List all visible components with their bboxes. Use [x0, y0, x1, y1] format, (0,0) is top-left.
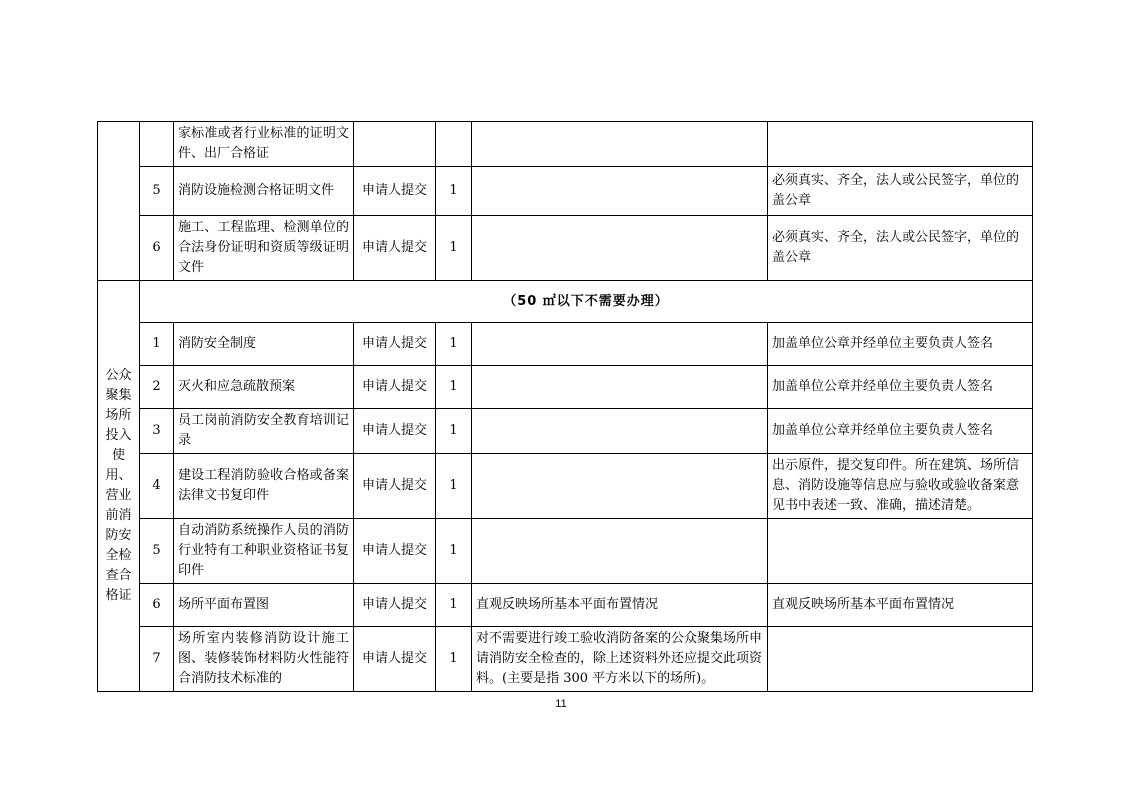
table-row	[98, 627, 1033, 692]
count-cell: 1	[436, 519, 472, 584]
requirement-cell	[768, 627, 1033, 692]
count-cell: 1	[436, 167, 472, 216]
table-row	[98, 323, 1033, 366]
item-cell: 员工岗前消防安全教育培训记录	[174, 409, 354, 454]
section-banner: （50 ㎡以下不需要办理）	[140, 281, 1033, 323]
remark-cell	[472, 216, 768, 281]
submit-cell: 申请人提交	[354, 366, 436, 409]
requirement-cell	[768, 519, 1033, 584]
count-cell: 1	[436, 454, 472, 519]
section-cell-empty	[98, 122, 140, 281]
num-cell	[140, 122, 174, 167]
remark-cell	[472, 454, 768, 519]
requirement-cell	[768, 122, 1033, 167]
table-row	[98, 216, 1033, 281]
table-row	[98, 409, 1033, 454]
count-cell: 1	[436, 323, 472, 366]
remark-cell	[472, 409, 768, 454]
requirement-cell: 加盖单位公章并经单位主要负责人签名	[768, 323, 1033, 366]
submit-cell: 申请人提交	[354, 216, 436, 281]
item-cell: 施工、工程监理、检测单位的合法身份证明和资质等级证明文件	[174, 216, 354, 281]
requirement-cell: 加盖单位公章并经单位主要负责人签名	[768, 366, 1033, 409]
submit-cell: 申请人提交	[354, 584, 436, 627]
requirement-cell: 直观反映场所基本平面布置情况	[768, 584, 1033, 627]
requirement-cell: 加盖单位公章并经单位主要负责人签名	[768, 409, 1033, 454]
remark-cell: 直观反映场所基本平面布置情况	[472, 584, 768, 627]
remark-cell	[472, 519, 768, 584]
num-cell: 3	[140, 409, 174, 454]
submit-cell	[354, 122, 436, 167]
count-cell: 1	[436, 584, 472, 627]
item-cell: 自动消防系统操作人员的消防行业特有工种职业资格证书复印件	[174, 519, 354, 584]
requirement-cell: 必须真实、齐全，法人或公民签字，单位的盖公章	[768, 167, 1033, 216]
count-cell: 1	[436, 216, 472, 281]
item-cell: 场所平面布置图	[174, 584, 354, 627]
num-cell: 1	[140, 323, 174, 366]
item-cell: 消防安全制度	[174, 323, 354, 366]
count-cell	[436, 122, 472, 167]
count-cell: 1	[436, 627, 472, 692]
requirement-cell: 必须真实、齐全，法人或公民签字，单位的盖公章	[768, 216, 1033, 281]
submit-cell: 申请人提交	[354, 409, 436, 454]
table-row	[98, 584, 1033, 627]
submit-cell: 申请人提交	[354, 323, 436, 366]
num-cell: 7	[140, 627, 174, 692]
remark-cell	[472, 167, 768, 216]
num-cell: 4	[140, 454, 174, 519]
remark-cell	[472, 366, 768, 409]
count-cell: 1	[436, 409, 472, 454]
remark-cell: 对不需要进行竣工验收消防备案的公众聚集场所申请消防安全检查的，除上述资料外还应提交此项资料。(主要是指 300 平方米以下的场所)。	[472, 627, 768, 692]
num-cell: 5	[140, 519, 174, 584]
item-cell: 消防设施检测合格证明文件	[174, 167, 354, 216]
submit-cell: 申请人提交	[354, 454, 436, 519]
table-row	[98, 281, 1033, 323]
num-cell: 6	[140, 584, 174, 627]
remark-cell	[472, 122, 768, 167]
table-row	[98, 519, 1033, 584]
num-cell: 2	[140, 366, 174, 409]
item-cell: 灭火和应急疏散预案	[174, 366, 354, 409]
section-title: 公众聚集场所投入使用、营业前消防安全检查合格证	[98, 281, 140, 692]
table-row	[98, 366, 1033, 409]
requirements-table	[97, 121, 1033, 692]
requirement-cell: 出示原件，提交复印件。所在建筑、场所信息、消防设施等信息应与验收或验收备案意见书中表述一致、准确，描述清楚。	[768, 454, 1033, 519]
num-cell: 5	[140, 167, 174, 216]
item-cell: 家标准或者行业标准的证明文件、出厂合格证	[174, 122, 354, 167]
table-row	[98, 122, 1033, 167]
count-cell: 1	[436, 366, 472, 409]
num-cell: 6	[140, 216, 174, 281]
submit-cell: 申请人提交	[354, 519, 436, 584]
table-row	[98, 167, 1033, 216]
item-cell: 场所室内装修消防设计施工图、装修装饰材料防火性能符合消防技术标准的	[174, 627, 354, 692]
page-number: 11	[555, 698, 567, 710]
remark-cell	[472, 323, 768, 366]
submit-cell: 申请人提交	[354, 627, 436, 692]
table-row	[98, 454, 1033, 519]
submit-cell: 申请人提交	[354, 167, 436, 216]
item-cell: 建设工程消防验收合格或备案法律文书复印件	[174, 454, 354, 519]
